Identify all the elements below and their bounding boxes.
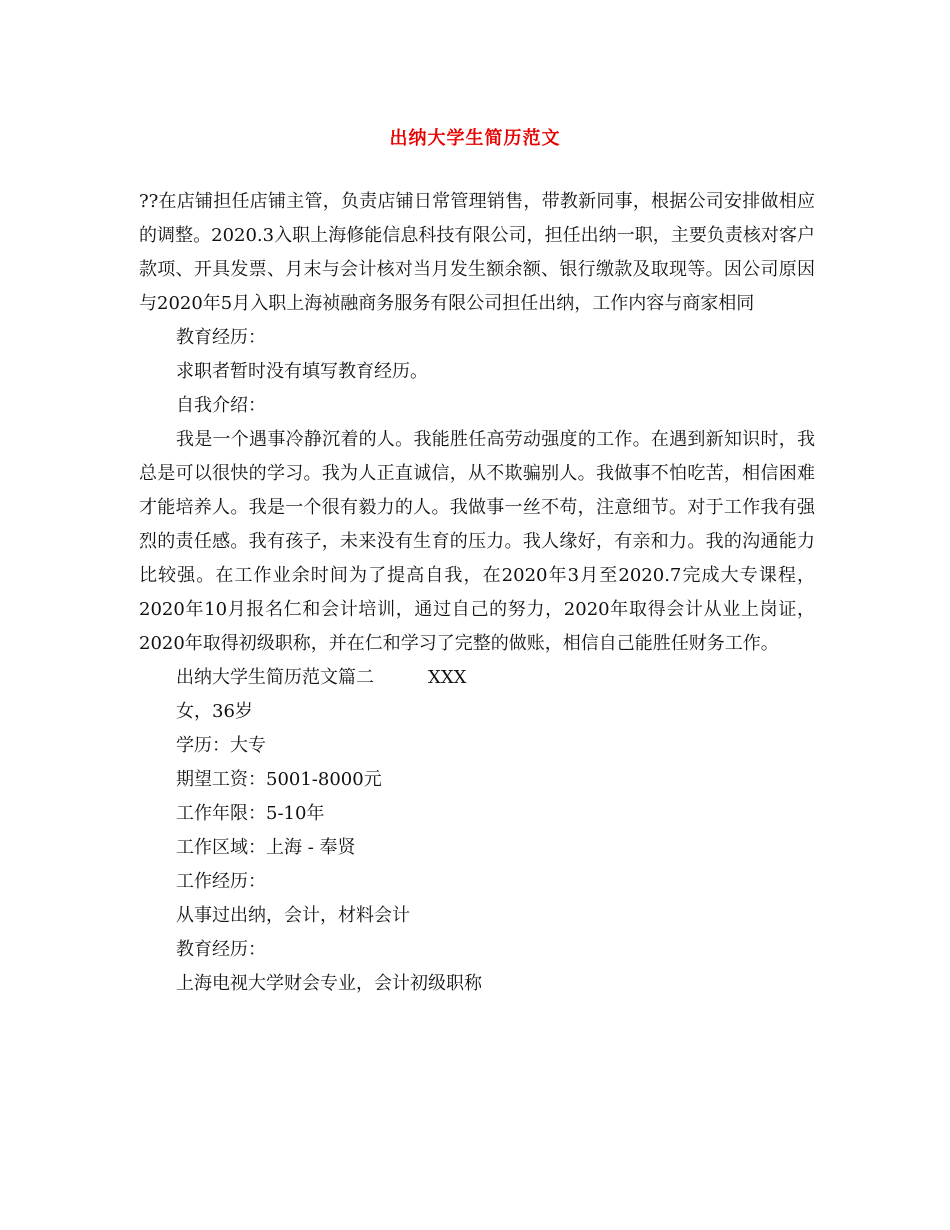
work-area: 工作区域：上海 - 奉贤 [176,837,356,858]
self-intro-paragraph: 我是一个遇事冷静沉着的人。我能胜任高劳动强度的工作。在遇到新知识时，我总是可以很快的学习。我为人正直诚信，从不欺骗别人。我做事不怕吃苦，相信困难才能培养人。我是一个很有毅力的人。我做事一丝不苟，注意细节。对于工作我有强烈的责任感。我有孩子，未来没有生育的压力。我人缘好，有亲和力。我的沟通能力比较强。在工作业余时间为了提高自我，在2020年3月至2020.7完成大专课程，2020年10月报名仁和会计培训，通过自己的努力，2020年取得会计从业上岗证，2020年取得初级职称，并在仁和学习了完整的做账，相信自己能胜任财务工作。 [139,429,815,654]
education-text: 求职者暂时没有填写教育经历。 [176,361,428,382]
work-years: 工作年限：5-10年 [176,803,325,824]
part2-heading-line [139,661,815,695]
document-body [139,185,815,1001]
intro-paragraph: ??在店铺担任店铺主管，负责店铺日常管理销售，带教新同事，根据公司安排做相应的调整。2020.3入职上海修能信息科技有限公司，担任出纳一职，主要负责核对客户款项、开具发票、月末与会计核对当月发生额余额、银行缴款及取现等。因公司原因与2020年5月入职上海祯融商务服务有限公司担任出纳，工作内容与商家相同 [139,191,815,314]
expected-salary: 期望工资：5001-8000元 [176,769,382,790]
work-experience-text: 从事过出纳，会计，材料会计 [176,905,410,926]
education-heading: 教育经历： [176,327,266,348]
work-experience-heading: 工作经历： [176,871,266,892]
document-title: 出纳大学生简历范文 [389,128,561,149]
gender-age: 女，36岁 [176,701,253,722]
part2-education-heading: 教育经历： [176,939,266,960]
self-intro-heading: 自我介绍： [176,395,266,416]
education-level: 学历：大专 [176,735,266,756]
candidate-name: XXX [428,667,467,688]
part2-education-text: 上海电视大学财会专业，会计初级职称 [176,973,482,994]
part2-heading: 出纳大学生简历范文篇二 [176,667,374,688]
